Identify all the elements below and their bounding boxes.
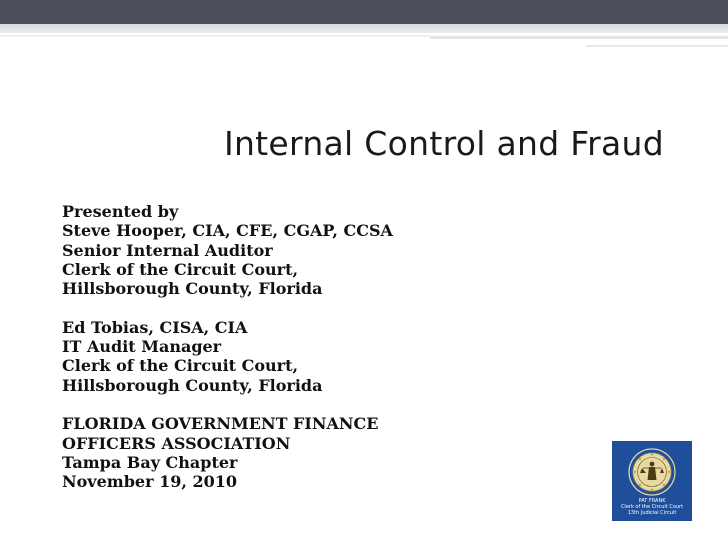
presenter-intro: Presented by bbox=[62, 202, 179, 221]
event-organization-line-1: FLORIDA GOVERNMENT FINANCE bbox=[62, 414, 379, 434]
top-accent-band bbox=[0, 24, 728, 33]
event-date: November 19, 2010 bbox=[62, 472, 238, 492]
decorative-line bbox=[0, 35, 430, 37]
seal-caption bbox=[612, 498, 692, 516]
second-presenter-organization: Clerk of the Circuit Court, bbox=[62, 356, 299, 376]
event-chapter: Tampa Bay Chapter bbox=[62, 452, 238, 472]
seal-caption-circuit: 13th Judicial Circuit bbox=[627, 510, 677, 516]
presenter-name: Steve Hooper, CIA, CFE, CGAP, CCSA bbox=[62, 221, 393, 241]
presenter-location: Hillsborough County, Florida bbox=[62, 279, 323, 299]
seal-caption-office: Clerk of the Circuit Court bbox=[620, 504, 684, 510]
event-organization-line-2: OFFICERS ASSOCIATION bbox=[62, 433, 291, 453]
slide-body bbox=[62, 202, 582, 491]
second-presenter-name: Ed Tobias, CISA, CIA bbox=[62, 317, 248, 337]
slide-title: Internal Control and Fraud bbox=[223, 124, 664, 163]
decorative-line bbox=[586, 45, 728, 47]
county-seal-icon bbox=[612, 441, 692, 521]
presenter-title: Senior Internal Auditor bbox=[62, 240, 273, 260]
presenter-organization: Clerk of the Circuit Court, bbox=[62, 259, 299, 279]
seal-caption-name: PAT FRANK bbox=[638, 498, 666, 504]
second-presenter-location: Hillsborough County, Florida bbox=[62, 375, 323, 395]
second-presenter-title: IT Audit Manager bbox=[62, 337, 222, 357]
decorative-line bbox=[430, 36, 728, 39]
top-decorative-bar bbox=[0, 0, 728, 24]
